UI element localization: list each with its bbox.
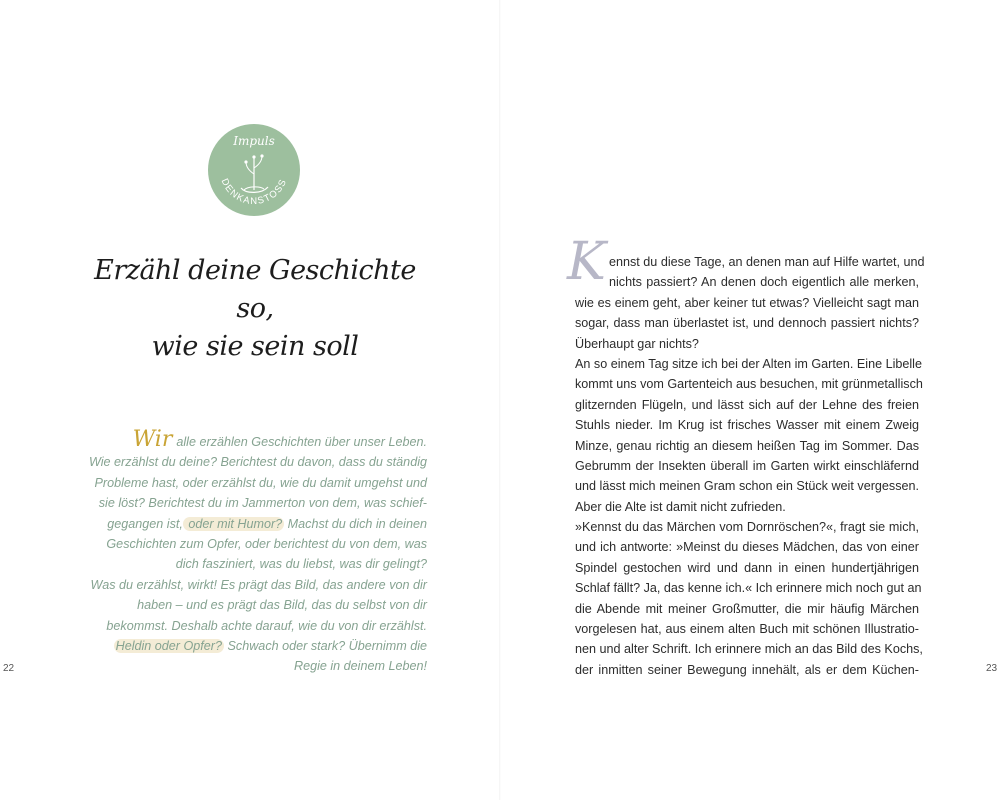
body-line: Aber die Alte ist damit nicht zufrieden.	[575, 499, 786, 514]
body-line: Minze, genau richtig an diesem heißen Tag im Sommer. Das	[575, 438, 919, 453]
intro-line: Heldin oder Opfer? Schwach oder stark? Übernimm die	[115, 639, 427, 654]
highlight-humor: oder mit Humor?	[184, 516, 283, 531]
body-line: nen und alter Schrift. Ich erinnere mich an das Bild des Kochs,	[575, 642, 923, 657]
body-text	[575, 252, 925, 680]
page-number-left: 22	[3, 663, 15, 674]
body-line: Schlaf fällt? Ja, das kenne ich.« Ich erinnere mich noch gut an	[575, 581, 922, 596]
body-line: Stuhls nieder. Im Krug ist frisches Wasser mit einem Zweig	[575, 418, 919, 433]
intro-line: gegangen ist, oder mit Humor? Machst du dich in deinen	[107, 516, 427, 531]
impuls-badge	[208, 124, 300, 216]
headline-line-1: Erzähl deine Geschichte so,	[94, 255, 416, 324]
intro-drop-word: Wir	[132, 427, 173, 452]
drop-cap: K	[567, 232, 606, 292]
headline-line-2: wie sie sein soll	[151, 331, 359, 362]
body-line: kommt uns vom Gartenteich aus besuchen, mit grünmetallisch	[575, 377, 923, 392]
intro-line: dich fasziniert, was du liebst, was dir gelingt?	[175, 557, 427, 572]
body-line: die Abende mit meiner Großmutter, die mir häufig Märchen	[575, 601, 919, 616]
body-line: An so einem Tag sitze ich bei der Alten im Garten. Eine Libelle	[575, 356, 922, 371]
intro-line: Was du erzählst, wirkt! Es prägt das Bild, das andere von dir	[90, 577, 427, 592]
body-line: Überhaupt gar nichts?	[575, 336, 699, 351]
chapter-headline	[90, 252, 420, 366]
intro-line: Wir alle erzählen Geschichten über unser Leben.	[132, 427, 427, 452]
highlight-heldin: Heldin oder Opfer?	[115, 639, 223, 654]
body-line: Spindel gestochen wird und dann in einen hundertjährigen	[575, 560, 919, 575]
intro-paragraph	[70, 427, 427, 677]
badge-impuls-label: Impuls	[233, 134, 275, 148]
intro-line: bekommst. Deshalb achte darauf, wie du von dir erzählst.	[106, 618, 427, 633]
badge-ring-label: DENKANSTOSS	[218, 176, 290, 208]
intro-line: Probleme hast, oder erzählst du, wie du damit umgehst und	[94, 475, 427, 490]
body-line: glitzernden Flügeln, und lässt sich auf der Lehne des freien	[575, 397, 919, 412]
intro-line: Regie in deinem Leben!	[293, 659, 427, 674]
body-line: vorgelesen hat, aus einem alten Buch mit schönen Illustratio-	[575, 622, 919, 637]
body-line: wie es einem geht, aber keiner tut etwas? Vielleicht sagt man	[575, 295, 919, 310]
intro-line: haben – und es prägt das Bild, das du selbst von dir	[137, 598, 427, 613]
intro-line: Wie erzählst du deine? Berichtest du davon, dass du ständig	[88, 455, 427, 470]
body-line: der inmitten seiner Bewegung innehält, als er dem Küchen-	[575, 662, 919, 677]
page-number-right: 23	[986, 663, 998, 674]
body-line: ennst du diese Tage, an denen man auf Hilfe wartet, und	[609, 255, 925, 269]
body-line: und lässt mich meinen Gram schon ein Stück weit vergessen.	[575, 479, 919, 494]
body-line: »Kennst du das Märchen vom Dornröschen?«, fragt sie mich,	[575, 520, 919, 535]
body-line: sogar, dass man überlastet ist, und dennoch passiert nichts?	[575, 316, 919, 331]
body-line: nichts passiert? An denen doch eigentlich alle merken,	[609, 275, 919, 290]
body-line: und ich antworte: »Meinst du dieses Mädchen, das von einer	[575, 540, 919, 555]
sprout-in-hand-icon	[208, 124, 300, 216]
intro-line: Geschichten zum Opfer, oder berichtest du von dem, was	[106, 537, 427, 552]
body-line: Gebrumm der Insekten überall im Garten wirkt einschläfernd	[575, 458, 919, 473]
intro-line: sie löst? Berichtest du im Jammerton von dem, was schief-	[98, 496, 427, 511]
